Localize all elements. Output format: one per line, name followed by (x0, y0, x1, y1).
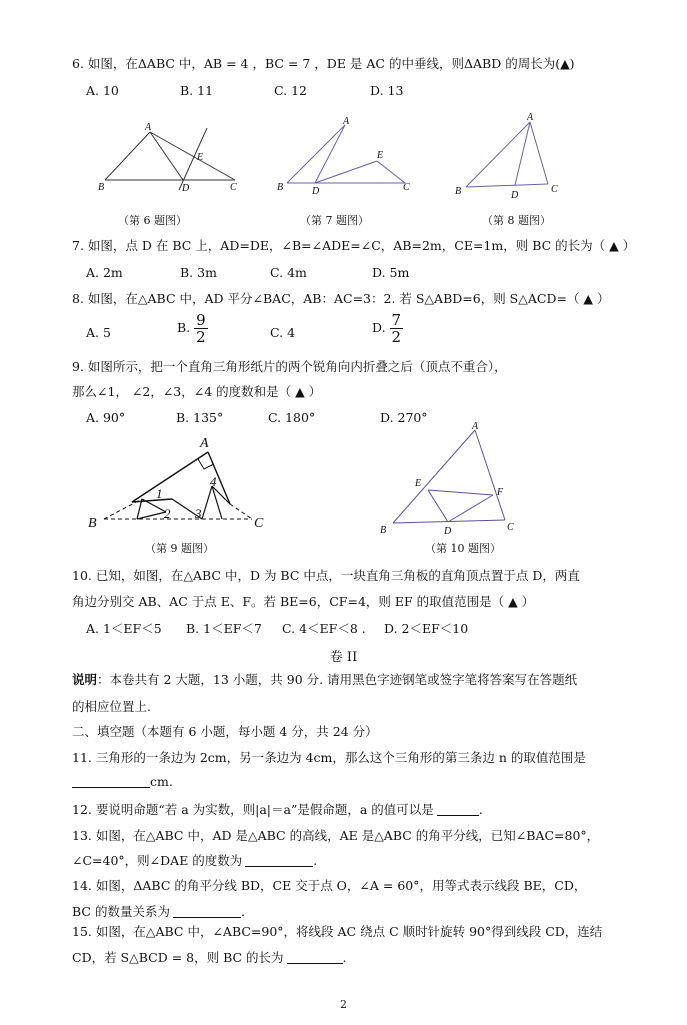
section-note-line1 (72, 670, 577, 688)
caption-fig6: （第 6 题图） (118, 214, 187, 227)
fig7-label-e: E (377, 150, 384, 161)
q9-option-c: C. 180° (268, 410, 316, 425)
q11-unit: cm. (150, 774, 173, 789)
q8-option-b-numerator: 9 (196, 311, 206, 329)
q7-option-b: B. 3m (180, 265, 217, 280)
fig6-label-b: B (98, 182, 105, 193)
fig8-label-c: C (551, 184, 558, 195)
fig9-label-c: C (254, 516, 264, 531)
figure-9 (82, 432, 282, 532)
q9-option-d: D. 270° (380, 410, 428, 425)
q14-answer-blank[interactable] (173, 905, 241, 918)
q6-option-b: B. 11 (180, 83, 214, 98)
q10-stem-line2: 角边分别交 AB、AC 于点 E、F。若 BE=6，CF=4，则 EF 的取值范围是（ ▲ ） (72, 594, 535, 609)
fig7-label-a: A (343, 116, 350, 127)
q7-option-d: D. 5m (372, 265, 410, 280)
q8-option-b (177, 312, 208, 345)
q8-option-b-fraction (194, 312, 208, 345)
fig10-label-f: F (497, 487, 504, 498)
q11-answer-blank[interactable] (72, 775, 150, 788)
q9-option-a: A. 90° (86, 410, 126, 425)
q9-stem-line1: 9. 如图所示，把一个直角三角形纸片的两个锐角向内折叠之后（顶点不重合）， (72, 359, 507, 374)
q12-answer-blank[interactable] (437, 803, 479, 816)
q6-option-d: D. 13 (370, 83, 404, 98)
fig9-label-a: A (200, 436, 209, 451)
q7-stem: 7. 如图，点 D 在 BC 上，AD=DE，∠B=∠ADE=∠C，AB=2m，CE=1m，则 BC 的长为（ ▲ ） (72, 238, 636, 253)
q6-option-a: A. 10 (86, 83, 119, 98)
figure-6 (95, 120, 245, 195)
fig8-label-b: B (455, 186, 462, 197)
fig10-label-d: D (444, 526, 452, 537)
q10-option-a: A. 1＜EF＜5 (86, 621, 162, 636)
section-title: 卷 II (329, 650, 358, 665)
q8-option-d-numerator: 7 (391, 311, 402, 329)
q15-answer-blank[interactable] (287, 951, 343, 964)
figure-7 (275, 115, 415, 195)
caption-fig10: （第 10 题图） (425, 542, 501, 555)
fig6-label-a: A (145, 122, 152, 133)
fig9-label-2: 2 (164, 506, 171, 521)
q11-stem-line1: 11. 三角形的一条边为 2cm，另一条边为 4cm，那么这个三角形的第三条边 n 的取值范围是 (72, 750, 586, 765)
section-note-line2: 的相应位置上. (72, 699, 151, 714)
fig6-label-d: D (182, 183, 190, 194)
q8-option-b-denominator: 2 (196, 328, 206, 346)
q14-stem-line2 (72, 902, 245, 920)
fig6-label-c: C (230, 182, 237, 193)
q14-text: BC 的数量关系为 (72, 904, 170, 919)
fig10-label-b: B (380, 525, 387, 536)
q8-option-d (372, 312, 403, 345)
q9-stem-line2: 那么∠1， ∠2，∠3，∠4 的度数和是（ ▲ ） (72, 384, 322, 399)
fig7-label-d: D (312, 186, 320, 197)
fig9-label-b: B (88, 516, 97, 531)
section-note-text: ：本卷共有 2 大题，13 小题，共 90 分. 请用黑色字迹钢笔或签字笔将答案写在答题纸 (97, 672, 578, 687)
q12-text: 12. 要说明命题“若 a 为实数，则|a|＝a”是假命题，a 的值可以是 (72, 802, 434, 817)
fig9-label-4: 4 (210, 474, 217, 489)
q8-option-d-label: D. (372, 320, 386, 335)
q10-option-b: B. 1＜EF＜7 (186, 621, 262, 636)
q8-option-b-label: B. (177, 320, 191, 335)
q13-answer-blank[interactable] (245, 854, 313, 867)
q7-option-a: A. 2m (86, 265, 123, 280)
q10-option-c: C. 4＜EF＜8 . (282, 621, 366, 636)
q15-stem-line1: 15. 如图，在△ABC 中，∠ABC=90°，将线段 AC 绕点 C 顺时针旋转 90°得到线段 CD，连结 (72, 924, 603, 939)
q15-text: CD，若 S△BCD = 8，则 BC 的长为 (72, 950, 284, 965)
q12-end: . (478, 802, 483, 817)
q11-stem-line2 (72, 774, 173, 789)
q8-option-c: C. 4 (270, 325, 296, 340)
q13-stem-line2 (72, 851, 317, 869)
q7-option-c: C. 4m (270, 265, 307, 280)
figure-8 (452, 112, 572, 201)
fig6-label-e: E (197, 152, 204, 163)
caption-fig8: （第 8 题图） (482, 214, 551, 227)
q14-end: . (240, 904, 245, 919)
page-number: 2 (340, 998, 347, 1011)
q15-end: . (342, 950, 347, 965)
section-note-label: 说明 (72, 672, 98, 687)
caption-fig7: （第 7 题图） (300, 214, 369, 227)
q8-stem: 8. 如图，在△ABC 中，AD 平分∠BAC，AB：AC=3：2. 若 S△ABD=6，则 S△ACD=（ ▲ ） (72, 291, 610, 306)
q8-option-d-denominator: 2 (391, 328, 402, 346)
q6-option-c: C. 12 (274, 83, 307, 98)
fig9-label-1: 1 (156, 486, 163, 501)
fig10-label-c: C (507, 522, 514, 533)
fig10-label-a: A (472, 421, 479, 432)
fig7-label-c: C (403, 182, 410, 193)
fig8-label-d: D (511, 190, 519, 201)
q8-option-a: A. 5 (86, 325, 111, 340)
fig7-label-b: B (277, 182, 284, 193)
q12-stem (72, 800, 483, 818)
q13-end: . (313, 853, 318, 868)
q14-stem-line1: 14. 如图，ΔABC 的角平分线 BD，CE 交于点 O，∠A = 60°，用等式表示线段 BE，CD， (72, 878, 587, 893)
q10-stem-line1: 10. 已知，如图，在△ABC 中，D 为 BC 中点，一块直角三角板的直角顶点置于点 D，两直 (72, 568, 580, 583)
q10-option-d: D. 2＜EF＜10 (384, 621, 469, 636)
figure-10 (375, 420, 525, 540)
q9-option-b: B. 135° (176, 410, 224, 425)
fig9-label-3: 3 (195, 506, 202, 521)
caption-fig9: （第 9 题图） (145, 542, 214, 555)
q13-stem-line1: 13. 如图，在△ABC 中，AD 是△ABC 的高线，AE 是△ABC 的角平分线，已知∠BAC=80°， (72, 828, 600, 843)
q13-text: ∠C=40°，则∠DAE 的度数为 (72, 853, 243, 868)
section-heading: 二、填空题（本题有 6 小题，每小题 4 分，共 24 分） (72, 724, 378, 739)
q6-stem: 6. 如图，在ΔABC 中，AB = 4 ，BC = 7 ，DE 是 AC 的中垂线，则ΔABD 的周长为(▲) (72, 56, 575, 71)
fig10-label-e: E (415, 478, 422, 489)
q8-option-d-fraction (390, 312, 404, 345)
q15-stem-line2 (72, 948, 347, 966)
fig8-label-a: A (527, 112, 534, 123)
